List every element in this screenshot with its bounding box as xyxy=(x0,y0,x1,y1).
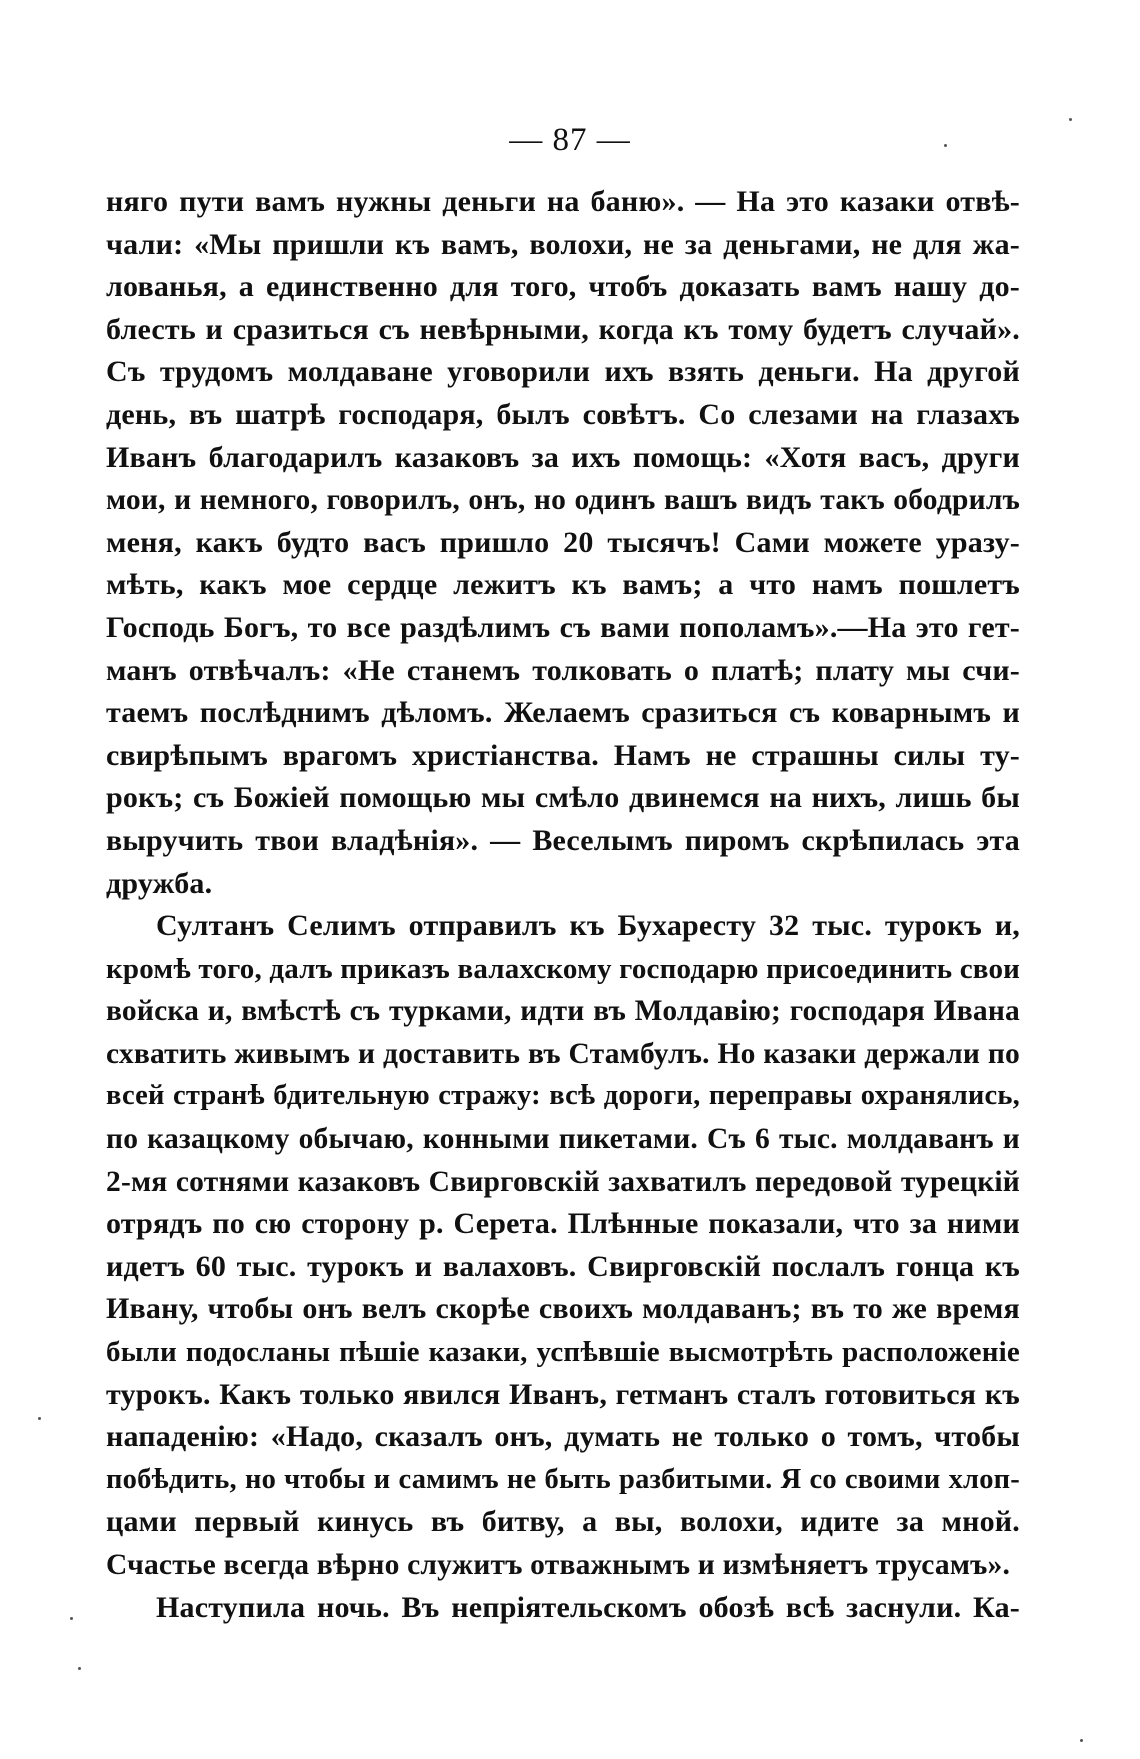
text-line: идетъ 60 тыс. турокъ и валаховъ. Свирговскій послалъ гонца къ xyxy=(106,1249,1020,1283)
paragraph-start-line: Султанъ Селимъ отправилъ къ Бухаресту 32 тыс. турокъ и, xyxy=(156,909,1020,943)
scan-speck xyxy=(70,1617,73,1620)
text-line: Ивану, чтобы онъ велъ скорѣе своихъ молдаванъ; въ то же время xyxy=(106,1292,1020,1326)
text-line: 2-мя сотнями казаковъ Свирговскій захватилъ передовой турецкій xyxy=(106,1165,1020,1198)
text-line: цами первый кинусь въ битву, а вы, волохи, идите за мной. xyxy=(106,1505,1020,1539)
page-body-text xyxy=(106,181,1020,1629)
paragraph-start-line: Наступила ночь. Въ непріятельскомъ обозѣ всѣ заснули. Ка- xyxy=(156,1590,1020,1624)
text-line: побѣдить, но чтобы и самимъ не быть разбитыми. Я со своими хлоп- xyxy=(106,1463,1020,1495)
page-number: — 87 — xyxy=(509,122,631,158)
text-line: блесть и сразиться съ невѣрными, когда къ тому будетъ случай». xyxy=(106,312,1020,346)
text-line: были подосланы пѣшіе казаки, успѣвшіе высмотрѣть расположеніе xyxy=(106,1336,1020,1369)
text-line: по казацкому обычаю, конными пикетами. Съ 6 тыс. молдаванъ и xyxy=(106,1123,1020,1156)
text-line: меня, какъ будто васъ пришло 20 тысячъ! Сами можете уразу- xyxy=(106,525,1020,559)
text-line: свирѣпымъ врагомъ христіанства. Намъ не страшны силы ту- xyxy=(106,738,1020,772)
text-line: чали: «Мы пришли къ вамъ, волохи, не за деньгами, не для жа- xyxy=(106,227,1020,261)
text-line: выручить твои владѣнія». — Веселымъ пиромъ скрѣпилась эта xyxy=(106,823,1020,857)
text-line: Счастье всегда вѣрно служитъ отважнымъ и измѣняетъ трусамъ». xyxy=(106,1549,1011,1581)
text-line: рокъ; съ Божіей помощью мы смѣло двинемся на нихъ, лишь бы xyxy=(106,781,1020,815)
scan-speck xyxy=(1069,118,1072,121)
text-line: таемъ послѣднимъ дѣломъ. Желаемъ сразиться съ коварнымъ и xyxy=(106,696,1020,730)
text-line: манъ отвѣчалъ: «Не станемъ толковать о платѣ; плату мы счи- xyxy=(106,653,1020,687)
text-line: день, въ шатрѣ господаря, былъ совѣтъ. Со слезами на глазахъ xyxy=(106,397,1020,431)
text-line: лованья, а единственно для того, чтобъ доказать вамъ нашу до- xyxy=(106,270,1020,304)
scan-speck xyxy=(78,1667,81,1670)
scan-speck xyxy=(38,1417,41,1420)
text-line: турокъ. Какъ только явился Иванъ, гетманъ сталъ готовиться къ xyxy=(106,1377,1020,1411)
text-line: кромѣ того, далъ приказъ валахскому господарю присоединить свои xyxy=(106,952,1020,985)
scan-speck xyxy=(944,144,947,147)
scan-speck xyxy=(1080,1739,1083,1742)
text-line: мѣть, какъ мое сердце лежитъ къ вамъ; а что намъ пошлетъ xyxy=(106,568,1020,602)
text-line: Господь Богъ, то все раздѣлимъ съ вами пополамъ».—На это гет- xyxy=(106,610,1020,644)
text-line: схватить живымъ и доставить въ Стамбулъ. Но казаки держали по xyxy=(106,1037,1020,1070)
text-line: мои, и немного, говорилъ, онъ, но одинъ вашъ видъ такъ ободрилъ xyxy=(106,484,1020,517)
text-line: няго пути вамъ нужны деньги на баню». — На это казаки отвѣ- xyxy=(106,185,1020,218)
text-line: нападенію: «Надо, сказалъ онъ, думать не только о томъ, чтобы xyxy=(106,1420,1020,1454)
text-line: Съ трудомъ молдаване уговорили ихъ взять деньги. На другой xyxy=(106,355,1020,389)
text-line: дружба. xyxy=(106,866,213,900)
text-line: всей странѣ бдительную стражу: всѣ дороги, переправы охранялись, xyxy=(106,1080,1020,1112)
text-line: отрядъ по сю сторону р. Серета. Плѣнные показали, что за ними xyxy=(106,1207,1020,1241)
text-line: войска и, вмѣстѣ съ турками, идти въ Молдавію; господаря Ивана xyxy=(106,995,1020,1028)
text-line: Иванъ благодарилъ казаковъ за ихъ помощь: «Хотя васъ, други xyxy=(106,440,1020,474)
